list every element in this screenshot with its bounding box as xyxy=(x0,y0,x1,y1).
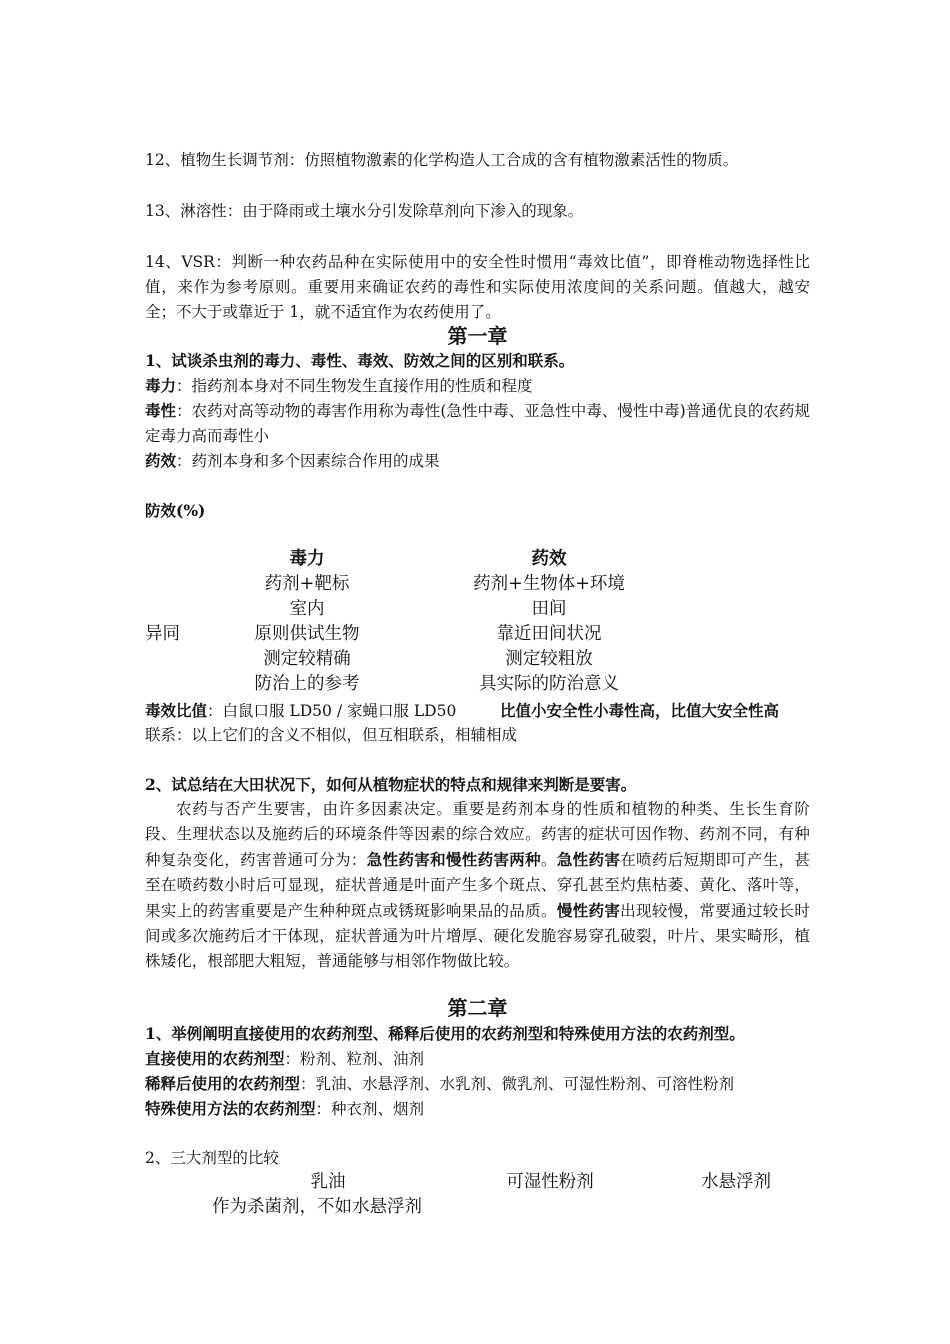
duli-text: ：指药剂本身对不同生物发生直接作用的性质和程度 xyxy=(176,377,533,395)
answer-text: 在喷药后短期即可产生，甚至在喷药数小时后可显现，症状普通是叶面产生多个斑点、穿孔甚至灼焦枯萎、黄化、落叶等，果实上的药害重要是产生种种斑点或锈斑影响果品的品质。 xyxy=(145,851,811,920)
chapter-2-question-1: 1、举例阐明直接使用的农药剂型、稀释后使用的农药剂型和特殊使用方法的农药剂型。 xyxy=(145,1024,745,1043)
definition-14: 14、VSR：判断一种农药品种在实际使用中的安全性时惯用“毒效比值”，即脊椎动物选择性比值，来作为参考原则。重要用来确证农药的毒性和实际使用浓度间的关系问题。值越大，越安全；不大于或靠近于 1，就不适宜作为农药使用了。 xyxy=(145,253,810,321)
dilute-use-text: ：乳油、水悬浮剂、水乳剂、微乳剂、可湿性粉剂、可溶性粉剂 xyxy=(300,1075,735,1093)
chapter-1-title: 第一章 xyxy=(447,324,508,348)
table-header-duli: 毒力 xyxy=(289,549,325,569)
definition-13: 13、淋溶性：由于降雨或土壤水分引发除草剂向下渗入的现象。 xyxy=(145,202,584,220)
definition-12: 12、植物生长调节剂：仿照植物激素的化学构造人工合成的含有植物激素活性的物质。 xyxy=(145,151,739,169)
special-use-label: 特殊使用方法的农药剂型 xyxy=(145,1099,316,1118)
table-cell: 测定较精确 xyxy=(263,649,351,669)
chapter-2-question-2: 2、三大剂型的比较 xyxy=(145,1149,279,1167)
table-cell: 原则供试生物 xyxy=(254,624,360,644)
chapter-2-title: 第二章 xyxy=(447,996,508,1020)
direct-use-label: 直接使用的农药剂型 xyxy=(145,1049,285,1068)
formulation-header: 水悬浮剂 xyxy=(701,1172,771,1192)
answer-text: 。 xyxy=(540,851,557,869)
chapter-1-question-2: 2、试总结在大田状况下，如何从植物症状的特点和规律来判断是要害。 xyxy=(145,775,637,794)
table-cell: 室内 xyxy=(289,599,325,619)
table-cell: 药剂+生物体+环境 xyxy=(473,574,625,594)
answer-text: 出现较慢，常要通过较长时间或多次施药后才干体现，症状普通为叶片增厚、硬化发脆容易穿孔破裂，叶片、果实畸形，植株矮化，根部肥大粗短，普通能够与相邻作物做比较。 xyxy=(145,902,810,970)
table-side-label: 异同 xyxy=(145,624,180,644)
duli-definition xyxy=(145,373,810,399)
ratio-label: 毒效比值 xyxy=(145,701,208,720)
yaoxiao-text: ：药剂本身和多个因素综合作用的成果 xyxy=(176,452,440,470)
dilute-use-label: 稀释后使用的农药剂型 xyxy=(145,1074,301,1093)
yaoxiao-label: 药效 xyxy=(145,451,177,470)
formulation-header: 可湿性粉剂 xyxy=(506,1172,594,1192)
special-use-line xyxy=(145,1096,810,1122)
chapter-1-answer-2 xyxy=(145,797,810,974)
duli-label: 毒力 xyxy=(145,376,177,395)
chapter-1-question-1: 1、试谈杀虫剂的毒力、毒性、毒效、防效之间的区别和联系。 xyxy=(145,351,575,370)
lianxi-line: 联系：以上它们的含义不相似，但互相联系，相辅相成 xyxy=(145,726,518,744)
table-cell: 测定较粗放 xyxy=(505,649,593,669)
answer-emphasis: 急性药害和慢性药害两种 xyxy=(366,850,541,869)
table-cell: 具实际的防治意义 xyxy=(479,674,619,694)
direct-use-text: ：粉剂、粒剂、油剂 xyxy=(284,1050,425,1068)
answer-emphasis: 慢性药害 xyxy=(556,901,621,920)
table-cell: 防治上的参考 xyxy=(254,674,360,694)
table-cell: 药剂+靶标 xyxy=(264,574,350,594)
formulation-cell: 作为杀菌剂，不如水悬浮剂 xyxy=(212,1197,422,1217)
answer-emphasis: 急性药害 xyxy=(556,850,621,869)
answer-text: 农药与否产生要害，由许多因素决定。重要是药剂本身的性质和植物的种类、生长生育阶段、生理状态以及施药后的环境条件等因素的综合效应。药害的症状可因作物、药剂不同，有种种复杂变化，药害普通可分为： xyxy=(145,800,810,869)
duxing-label: 毒性 xyxy=(145,401,177,420)
yaoxiao-definition xyxy=(145,448,810,474)
fangxiao-heading: 防效(%) xyxy=(145,501,206,520)
dilute-use-line xyxy=(145,1071,810,1097)
direct-use-line xyxy=(145,1046,810,1072)
formulation-header: 乳油 xyxy=(310,1172,346,1192)
ratio-text: ：白鼠口服 LD50 / 家蝇口服 LD50 xyxy=(207,702,457,720)
duxing-text: ：农药对高等动物的毒害作用称为毒性(急性中毒、亚急性中毒、慢性中毒)普通优良的农药规定毒力高而毒性小 xyxy=(145,402,810,445)
table-header-yaoxiao: 药效 xyxy=(531,549,567,569)
table-cell: 田间 xyxy=(531,599,567,619)
special-use-text: ：种衣剂、烟剂 xyxy=(315,1100,425,1118)
ratio-note: 比值小安全性小毒性高，比值大安全性高 xyxy=(500,701,780,720)
table-cell: 靠近田间状况 xyxy=(496,624,602,644)
duxing-definition xyxy=(145,398,810,449)
